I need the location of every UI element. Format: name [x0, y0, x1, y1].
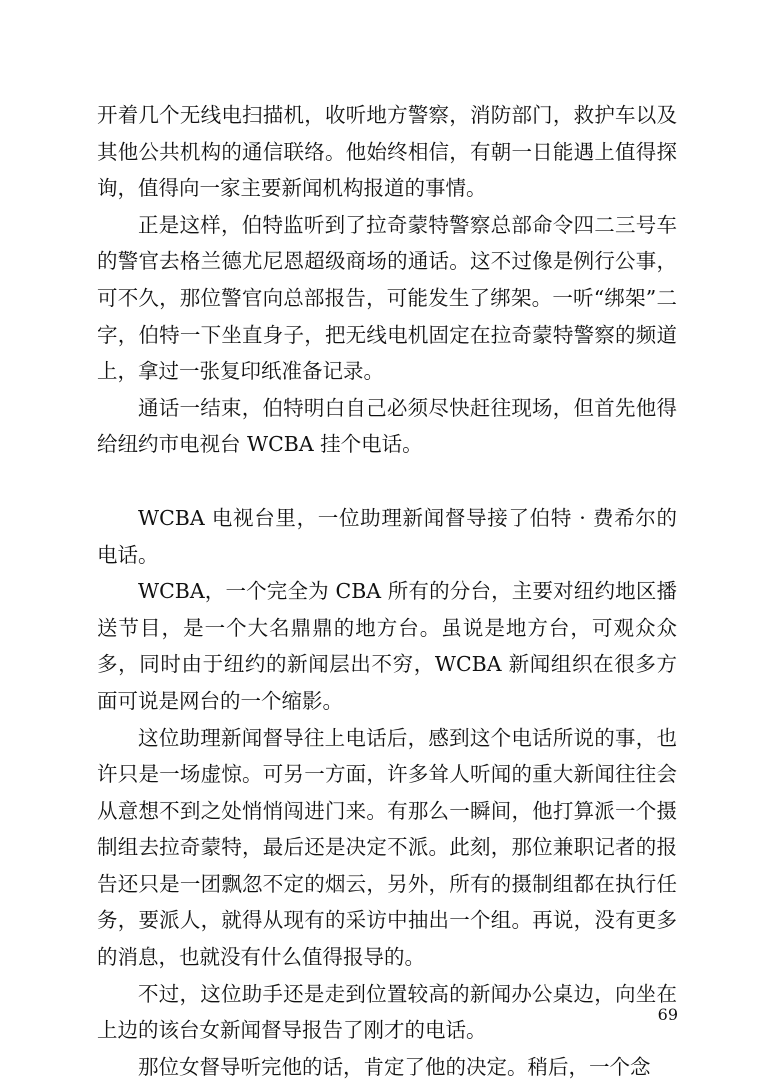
paragraph: 不过，这位助手还是走到位置较高的新闻办公桌边，向坐在上边的该台女新闻督导报告了刚才的电话。: [97, 981, 677, 1043]
paragraph-continued: 开着几个无线电扫描机，收听地方警察，消防部门，救护车以及其他公共机构的通信联络。他始终相信，有朝一日能遇上值得探询，值得向一家主要新闻机构报道的事情。: [97, 103, 677, 201]
paragraph: WCBA，一个完全为 CBA 所有的分台，主要对纽约地区播送节目，是一个大名鼎鼎的地方台。虽说是地方台，可观众众多，同时由于纽约的新闻层出不穷，WCBA 新闻组织在很多方面可说是网台的一个缩影。: [97, 579, 677, 713]
section-break: [97, 463, 677, 500]
paragraph: 通话一结束，伯特明白自己必须尽快赶往现场，但首先他得给纽约市电视台 WCBA 挂个电话。: [97, 395, 677, 457]
paragraph: 正是这样，伯特监听到了拉奇蒙特警察总部命令四二三号车的警官去格兰德尤尼恩超级商场的通话。这不过像是例行公事，可不久，那位警官向总部报告，可能发生了绑架。一听“绑架”二字，伯特一下坐直身子，把无线电机固定在拉奇蒙特警察的频道上，拿过一张复印纸准备记录。: [97, 212, 677, 384]
page-number: 69: [657, 1005, 678, 1024]
paragraph: 那位女督导听完他的话，肯定了他的决定。稍后，一个念: [138, 1054, 651, 1079]
paragraph: 这位助理新闻督导往上电话后，感到这个电话所说的事，也许只是一场虚惊。可另一方面，许多耸人听闻的重大新闻往往会从意想不到之处悄悄闯进门来。有那么一瞬间，他打算派一个摄制组去拉奇蒙特，最后还是决定不派。此刻，那位兼职记者的报告还只是一团飘忽不定的烟云，另外，所有的摄制组都在执行任务，要派人，就得从现有的采访中抽出一个组。再说，没有更多的消息，也就没有什么值得报导的。: [97, 725, 677, 970]
body-text: [97, 97, 677, 1085]
paragraph: WCBA 电视台里，一位助理新闻督导接了伯特 · 费希尔的电话。: [97, 505, 677, 567]
